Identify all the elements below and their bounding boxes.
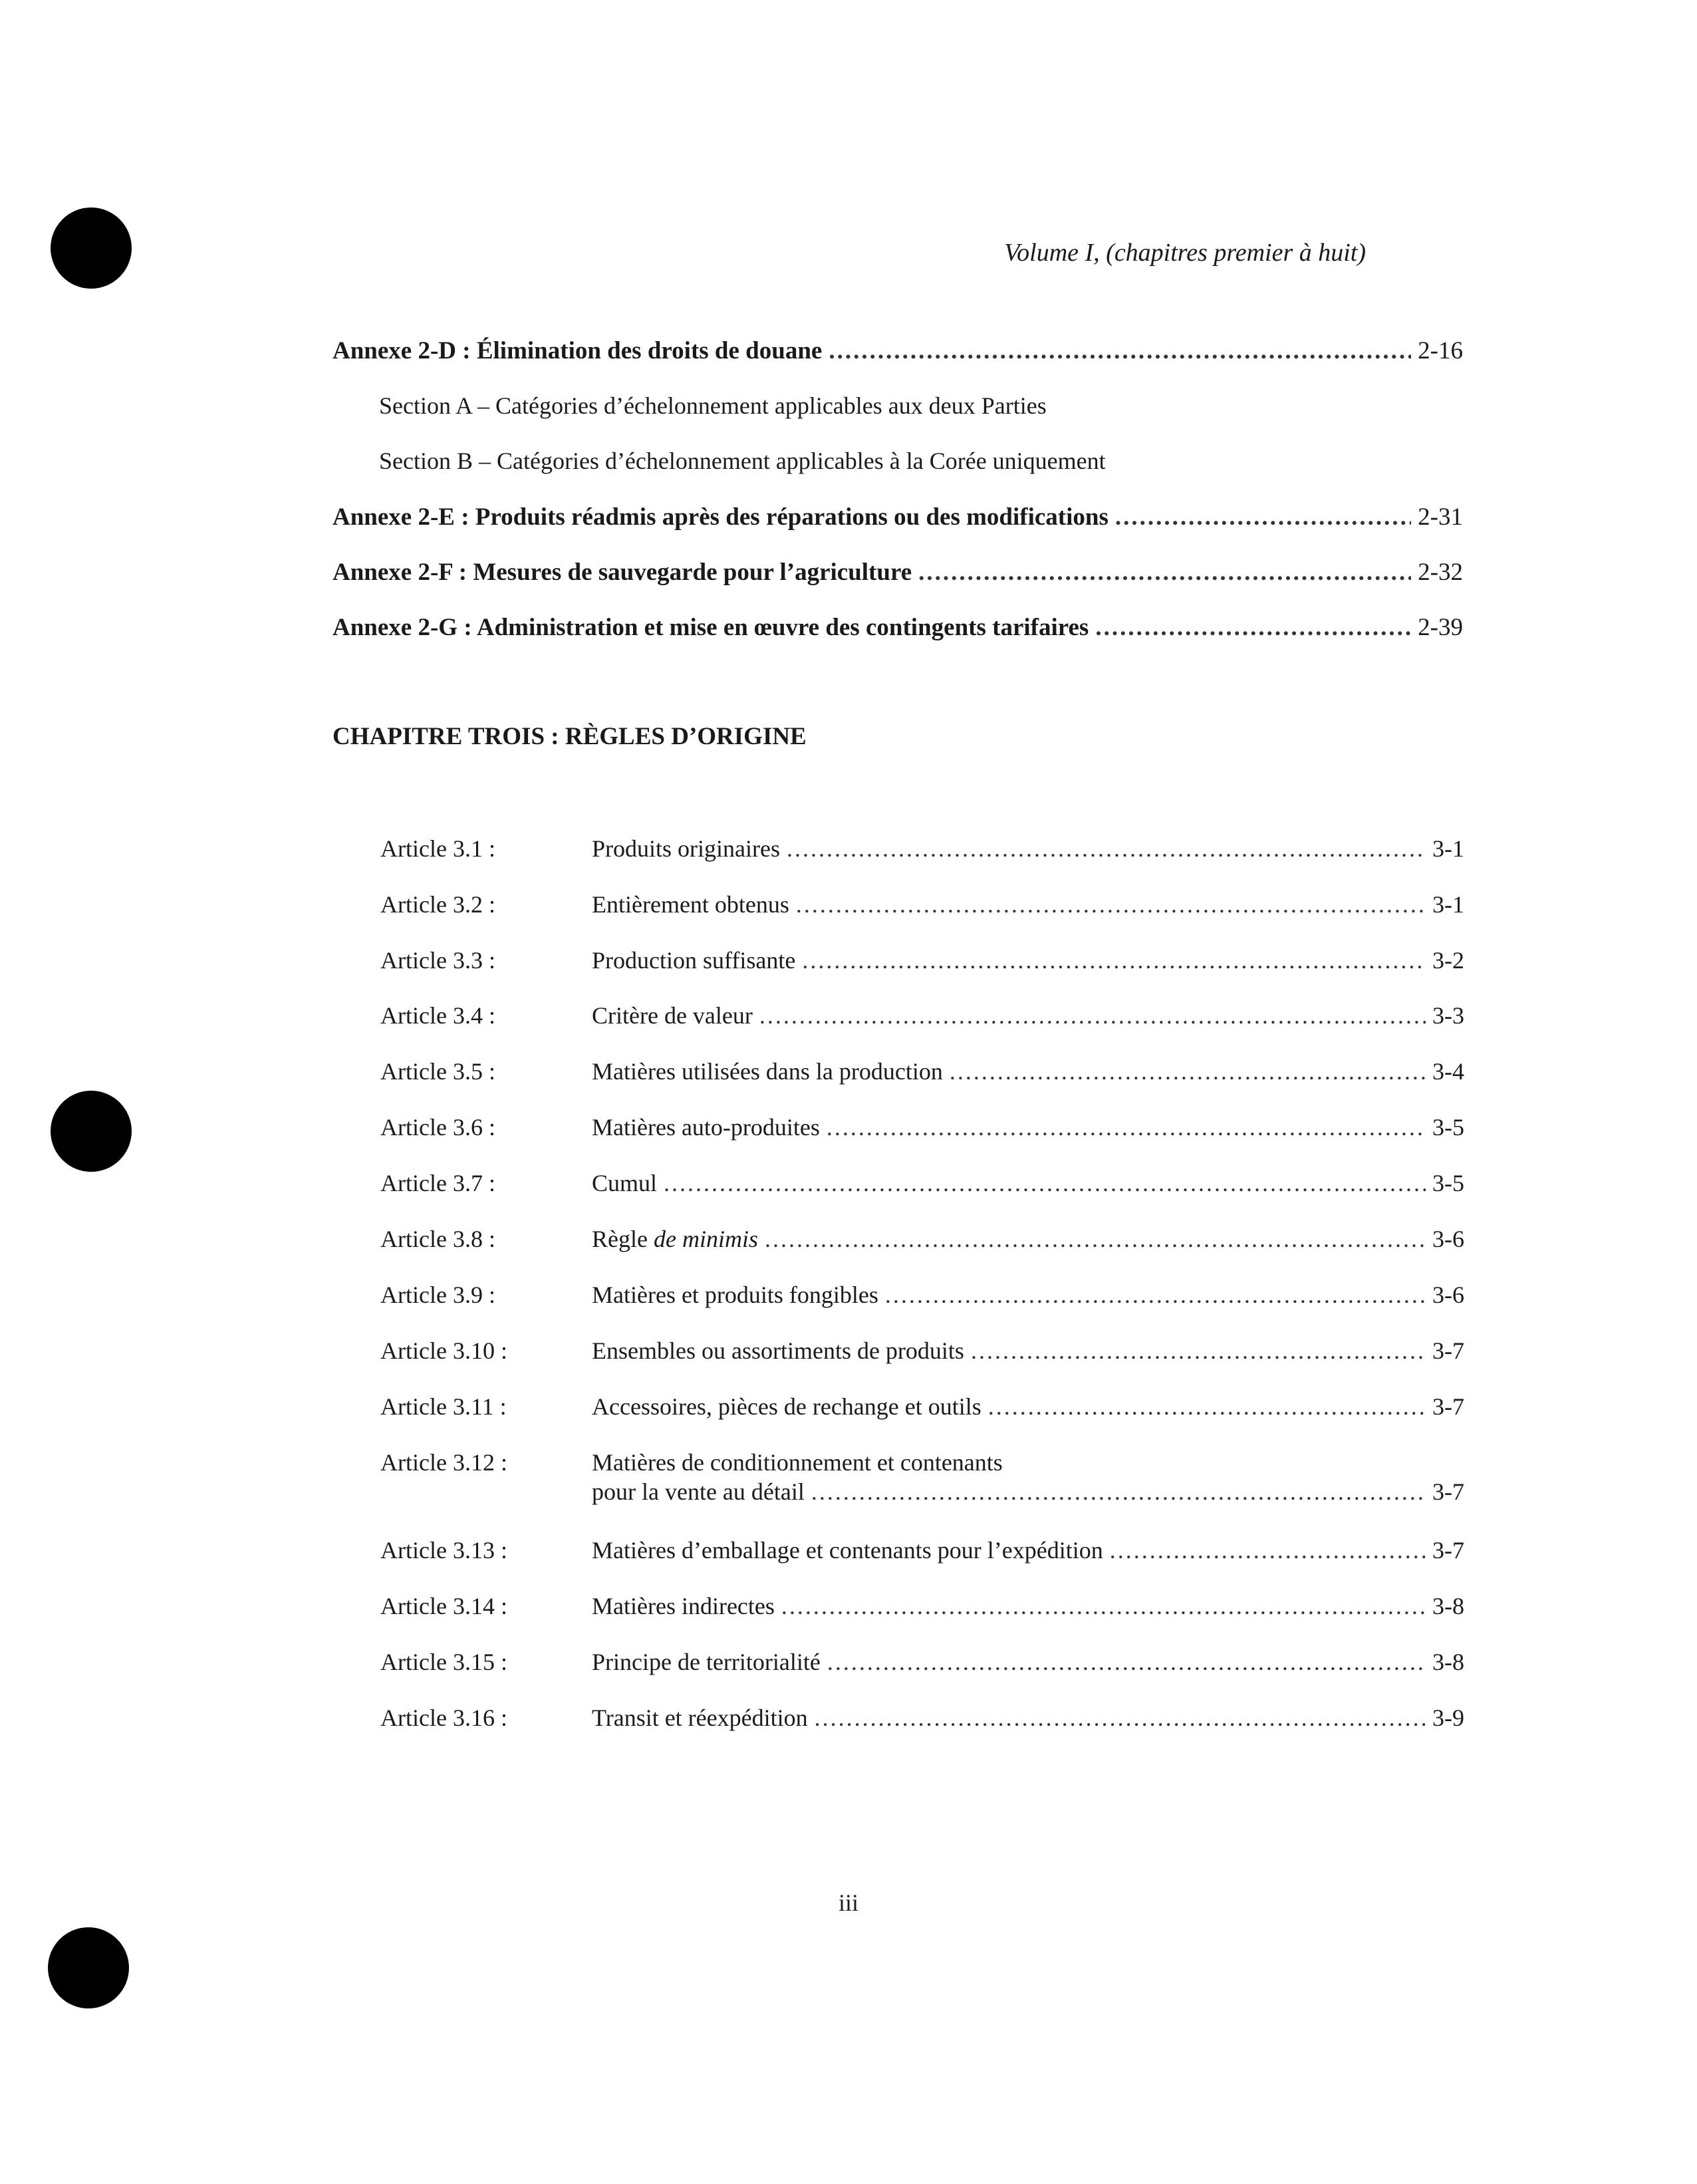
- article-label: Article 3.6 :: [380, 1114, 495, 1141]
- toc-entry-title: Annexe 2-D : Élimination des droits de douane: [332, 337, 823, 364]
- toc-entry-title: Principe de territorialité: [592, 1649, 821, 1675]
- toc-entry-title: Cumul: [592, 1170, 658, 1196]
- article-label: Article 3.5 :: [380, 1058, 495, 1085]
- toc-entry-title: Entièrement obtenus: [592, 891, 789, 918]
- toc-entry-article-3-8[interactable]: [592, 1225, 1464, 1253]
- toc-entry-article-3-15[interactable]: [592, 1648, 1464, 1676]
- toc-entry-page: 3-7: [1432, 1337, 1464, 1364]
- toc-entry-page: 3-1: [1432, 891, 1464, 918]
- article-label: Article 3.13 :: [380, 1537, 507, 1564]
- toc-entry-page: 3-7: [1432, 1537, 1464, 1564]
- dot-leader: [787, 835, 1426, 863]
- toc-entry-article-3-7[interactable]: [592, 1169, 1464, 1197]
- toc-entry-annex-2e[interactable]: [332, 503, 1463, 531]
- toc-entry-article-3-10[interactable]: [592, 1337, 1464, 1365]
- toc-entry-title: Production suffisante: [592, 947, 796, 974]
- punch-hole-top: [51, 207, 132, 289]
- toc-entry-title: Ensembles ou assortiments de produits: [592, 1337, 964, 1364]
- dot-leader: [988, 1393, 1426, 1421]
- toc-entry-article-3-13[interactable]: [592, 1536, 1464, 1564]
- dot-leader: [918, 558, 1411, 587]
- toc-entry-title: Critère de valeur: [592, 1002, 753, 1029]
- toc-entry-title: Matières et produits fongibles: [592, 1282, 878, 1308]
- dot-leader: [664, 1169, 1426, 1197]
- toc-entry-article-3-4[interactable]: [592, 1002, 1464, 1029]
- dot-leader: [1110, 1536, 1426, 1564]
- page-number: iii: [838, 1889, 858, 1916]
- toc-entry-article-3-12[interactable]: [592, 1478, 1464, 1506]
- toc-entry-article-3-16[interactable]: [592, 1704, 1464, 1732]
- toc-entry-title: Annexe 2-E : Produits réadmis après des réparations ou des modifications: [332, 503, 1109, 531]
- toc-entry-page: 2-16: [1418, 337, 1463, 364]
- toc-entry-title: Annexe 2-F : Mesures de sauvegarde pour l’agriculture: [332, 559, 912, 586]
- toc-entry-page: 3-6: [1432, 1282, 1464, 1308]
- toc-entry-article-3-5[interactable]: [592, 1057, 1464, 1085]
- toc-entry-title: [592, 1225, 758, 1253]
- toc-entry-title: pour la vente au détail: [592, 1478, 805, 1505]
- toc-entry-title: Matières utilisées dans la production: [592, 1058, 943, 1085]
- dot-leader: [1095, 613, 1411, 642]
- toc-entry-page: 3-2: [1432, 947, 1464, 974]
- dot-leader: [827, 1113, 1426, 1141]
- dot-leader: [950, 1057, 1426, 1085]
- toc-entry-article-3-1[interactable]: [592, 835, 1464, 863]
- article-label: Article 3.16 :: [380, 1705, 507, 1731]
- article-label: Article 3.2 :: [380, 891, 495, 918]
- dot-leader: [765, 1225, 1426, 1253]
- toc-entry-title: Annexe 2-G : Administration et mise en œuvre des contingents tarifaires: [332, 614, 1089, 641]
- toc-entry-page: 3-4: [1432, 1058, 1464, 1085]
- dot-leader: [759, 1002, 1426, 1029]
- chapter-heading: CHAPITRE TROIS : RÈGLES D’ORIGINE: [332, 723, 807, 750]
- dot-leader: [829, 337, 1411, 365]
- toc-entry-page: 3-7: [1432, 1478, 1464, 1505]
- toc-entry-title: Produits originaires: [592, 835, 780, 862]
- article-label: Article 3.8 :: [380, 1226, 495, 1252]
- toc-entry-page: 3-8: [1432, 1593, 1464, 1619]
- article-label: Article 3.10 :: [380, 1337, 507, 1364]
- dot-leader: [827, 1648, 1426, 1676]
- article-label: Article 3.15 :: [380, 1649, 507, 1675]
- punch-hole-bottom: [48, 1927, 129, 2008]
- article-label: Article 3.4 :: [380, 1002, 495, 1029]
- toc-entry-page: 3-9: [1432, 1705, 1464, 1731]
- dot-leader: [885, 1281, 1426, 1309]
- toc-entry-page: 3-7: [1432, 1393, 1464, 1420]
- toc-entry-page: 3-1: [1432, 835, 1464, 862]
- dot-leader: [802, 946, 1426, 974]
- toc-entry-title: Matières d’emballage et contenants pour l’expédition: [592, 1537, 1103, 1564]
- toc-entry-article-3-3[interactable]: [592, 946, 1464, 974]
- article-label: Article 3.1 :: [380, 835, 495, 862]
- toc-entry-article-3-14[interactable]: [592, 1592, 1464, 1620]
- toc-entry-title-line1: Matières de conditionnement et contenants: [592, 1449, 1003, 1476]
- article-label: Article 3.12 :: [380, 1449, 507, 1476]
- dot-leader: [796, 890, 1426, 918]
- toc-entry-title-roman: Règle: [592, 1226, 648, 1252]
- toc-entry-page: 2-39: [1418, 614, 1463, 641]
- toc-section-a[interactable]: Section A – Catégories d’échelonnement applicables aux deux Parties: [379, 392, 1047, 419]
- dot-leader: [971, 1337, 1426, 1365]
- toc-section-b[interactable]: Section B – Catégories d’échelonnement applicables à la Corée uniquement: [379, 448, 1106, 474]
- toc-entry-article-3-11[interactable]: [592, 1393, 1464, 1421]
- toc-entry-page: 3-5: [1432, 1114, 1464, 1141]
- article-label: Article 3.9 :: [380, 1282, 495, 1308]
- punch-hole-middle: [51, 1091, 132, 1172]
- toc-entry-page: 3-5: [1432, 1170, 1464, 1196]
- article-label: Article 3.3 :: [380, 947, 495, 974]
- dot-leader: [1115, 503, 1411, 531]
- toc-entry-page: 2-32: [1418, 559, 1463, 586]
- toc-entry-annex-2g[interactable]: [332, 613, 1463, 642]
- toc-entry-article-3-6[interactable]: [592, 1113, 1464, 1141]
- toc-entry-title-italic: de minimis: [653, 1226, 758, 1252]
- toc-entry-article-3-9[interactable]: [592, 1281, 1464, 1309]
- dot-leader: [815, 1704, 1426, 1732]
- toc-entry-title: Accessoires, pièces de rechange et outils: [592, 1393, 981, 1420]
- toc-entry-annex-2d[interactable]: [332, 337, 1463, 365]
- toc-entry-title: Transit et réexpédition: [592, 1705, 808, 1731]
- toc-entry-page: 3-6: [1432, 1226, 1464, 1252]
- toc-entry-article-3-2[interactable]: [592, 890, 1464, 918]
- toc-entry-page: 3-3: [1432, 1002, 1464, 1029]
- toc-entry-title: Matières indirectes: [592, 1593, 775, 1619]
- toc-entry-page: 2-31: [1418, 503, 1463, 531]
- article-label: Article 3.11 :: [380, 1393, 507, 1420]
- dot-leader: [781, 1592, 1426, 1620]
- running-header: Volume I, (chapitres premier à huit): [1004, 239, 1366, 267]
- toc-entry-page: 3-8: [1432, 1649, 1464, 1675]
- dot-leader: [811, 1478, 1426, 1506]
- toc-entry-annex-2f[interactable]: [332, 558, 1463, 587]
- toc-entry-title: Matières auto-produites: [592, 1114, 820, 1141]
- article-label: Article 3.14 :: [380, 1593, 507, 1619]
- article-label: Article 3.7 :: [380, 1170, 495, 1196]
